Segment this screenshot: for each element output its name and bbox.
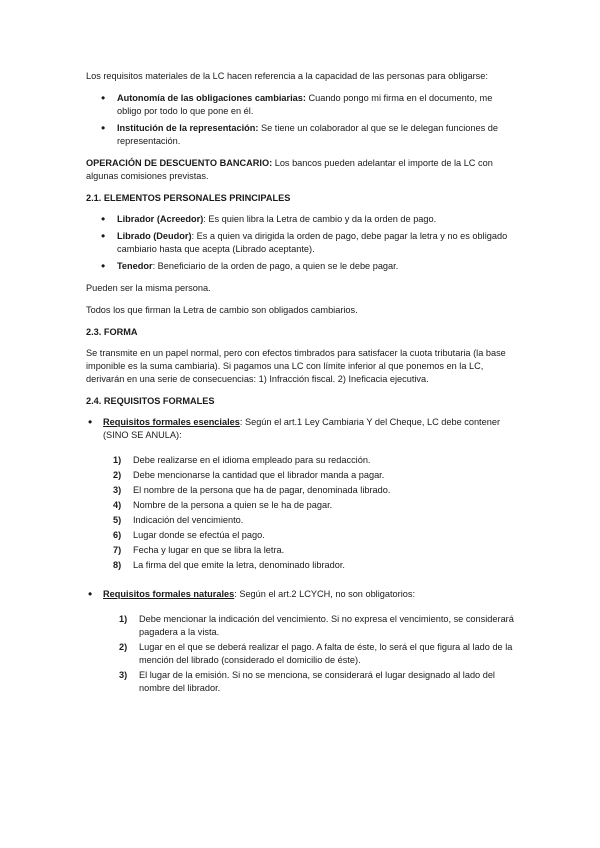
- item-number: 3): [119, 670, 128, 680]
- bullet-text: : Beneficiario de la orden de pago, a quien se le debe pagar.: [152, 261, 399, 271]
- naturales-text: : Según el art.2 LCYCH, no son obligatorios:: [234, 589, 416, 599]
- esenciales-text: : Según el art.1 Ley Cambiaria Y del Cheque, LC debe contener (SINO SE ANULA):: [103, 417, 501, 440]
- list-item: [119, 641, 516, 667]
- item-text: Lugar donde se efectúa el pago.: [133, 530, 265, 540]
- item-text: Indicación del vencimiento.: [133, 515, 244, 525]
- list-item: [119, 613, 516, 639]
- list-item: [113, 469, 516, 482]
- esenciales-term: Requisitos formales esenciales: [103, 417, 240, 427]
- forma-paragraph: Se transmite en un papel normal, pero con efectos timbrados para satisfacer la cuota tributaria (la base imponible es la suma cambiaria). Si pagamos una LC con límite inferior al que ponemos en la LC, derivarán en una serie de consecuencias: 1) Infracción fiscal. 2) Ineficacia ejecutiva.: [86, 348, 506, 384]
- bullet-text: Cuando pongo mi firma en el documento, me obligo por todo lo que pone en él.: [117, 93, 493, 116]
- item-number: 1): [119, 614, 128, 624]
- list-item: [117, 92, 516, 118]
- material-requirements-list: [86, 92, 516, 148]
- item-number: 6): [113, 530, 122, 540]
- bullet-term: Tenedor: [117, 261, 153, 271]
- list-item: [113, 514, 516, 527]
- section-heading-2-4: 2.4. REQUISITOS FORMALES: [86, 396, 215, 406]
- list-item: [119, 669, 516, 695]
- list-item: [113, 544, 516, 557]
- item-text: Debe realizarse en el idioma empleado para su redacción.: [133, 455, 371, 465]
- note-paragraph: Todos los que firman la Letra de cambio son obligados cambiarios.: [86, 305, 358, 315]
- esenciales-numbered-list: [103, 454, 516, 572]
- descuento-paragraph: [86, 157, 516, 183]
- item-number: 3): [113, 485, 122, 495]
- item-text: Lugar en el que se deberá realizar el pago. A falta de éste, lo será el que figura al lado de la mención del librado (considerado el domicilio de éste).: [139, 642, 513, 665]
- list-item: [113, 559, 516, 572]
- naturales-term: Requisitos formales naturales: [103, 589, 235, 599]
- item-text: El lugar de la emisión. Si no se menciona, se considerará el lugar designado al lado del nombre del librador.: [139, 670, 495, 693]
- descuento-text: Los bancos pueden adelantar el importe de la LC con algunas comisiones previstas.: [86, 158, 493, 181]
- bullet-paren: (Deudor): [150, 231, 192, 241]
- bullet-term: Librado: [117, 231, 151, 241]
- item-text: Nombre de la persona a quien se le ha de pagar.: [133, 500, 333, 510]
- item-text: La firma del que emite la letra, denominado librador.: [133, 560, 345, 570]
- intro-paragraph: Los requisitos materiales de la LC hacen referencia a la capacidad de las personas para obligarse:: [86, 71, 488, 81]
- personal-elements-list: [86, 213, 516, 273]
- bullet-text: : Es a quien va dirigida la orden de pago, debe pagar la letra y no es obligado cambiario hasta que acepta (Librado aceptante).: [117, 231, 508, 254]
- item-text: El nombre de la persona que ha de pagar, denominada librado.: [133, 485, 391, 495]
- item-number: 8): [113, 560, 122, 570]
- naturales-numbered-list: [103, 613, 516, 695]
- list-item: [117, 122, 516, 148]
- bullet-text: Se tiene un colaborador al que se le delegan funciones de representación.: [117, 123, 498, 146]
- section-heading-2-1: 2.1. ELEMENTOS PERSONALES PRINCIPALES: [86, 193, 291, 203]
- bullet-term: Librador: [117, 214, 155, 224]
- item-number: 1): [113, 455, 122, 465]
- item-number: 2): [113, 470, 122, 480]
- item-number: 4): [113, 500, 122, 510]
- bullet-text: : Es quien libra la Letra de cambio y da la orden de pago.: [203, 214, 437, 224]
- bullet-paren: (Acreedor): [154, 214, 204, 224]
- list-item: [103, 416, 516, 572]
- list-item: [117, 260, 516, 273]
- item-number: 2): [119, 642, 128, 652]
- list-item: [103, 588, 516, 695]
- list-item: [113, 454, 516, 467]
- list-item: [113, 484, 516, 497]
- item-text: Fecha y lugar en que se libra la letra.: [133, 545, 285, 555]
- item-text: Debe mencionar la indicación del vencimiento. Si no expresa el vencimiento, se considerará pagadera a la vista.: [139, 614, 514, 637]
- list-item: [117, 230, 516, 256]
- bullet-term: Institución de la representación:: [117, 123, 259, 133]
- list-item: [113, 529, 516, 542]
- section-heading-2-3: 2.3. FORMA: [86, 327, 138, 337]
- item-number: 5): [113, 515, 122, 525]
- item-text: Debe mencionarse la cantidad que el librador manda a pagar.: [133, 470, 385, 480]
- formal-requirements-esenciales: [86, 416, 516, 695]
- note-paragraph: Pueden ser la misma persona.: [86, 283, 211, 293]
- item-number: 7): [113, 545, 122, 555]
- list-item: [113, 499, 516, 512]
- bullet-term: Autonomía de las obligaciones cambiarias:: [117, 93, 306, 103]
- descuento-term: OPERACIÓN DE DESCUENTO BANCARIO:: [86, 158, 273, 168]
- list-item: [117, 213, 516, 226]
